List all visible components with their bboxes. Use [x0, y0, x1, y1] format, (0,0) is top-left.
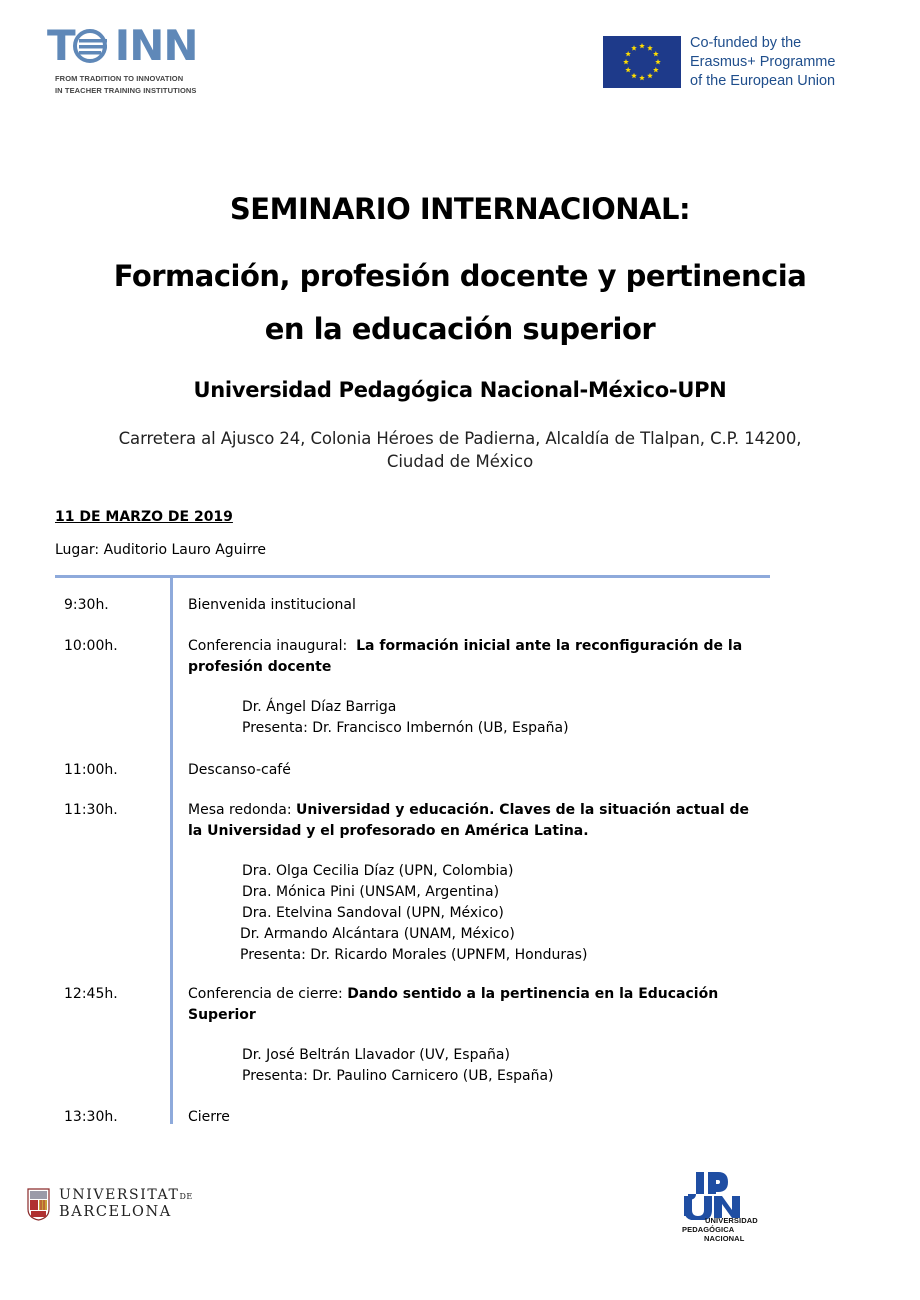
schedule-time: 11:30h.: [64, 802, 118, 818]
eu-erasmus-logo: [603, 34, 863, 88]
eu-star-icon: [639, 75, 645, 80]
eu-star-icon: [653, 51, 659, 56]
schedule-item-title: La formación inicial ante la reconfiguración de la: [356, 638, 743, 654]
schedule-item-title-cont: la Universidad y el profesorado en América Latina.: [188, 822, 589, 839]
eu-star-icon: [639, 43, 645, 48]
eu-text-line-3: of the European Union: [690, 73, 836, 89]
schedule-item-title: Dando sentido a la pertinencia en la Educación: [347, 986, 719, 1002]
eu-star-icon: [625, 51, 631, 56]
schedule-item: [188, 984, 718, 1025]
eu-star-icon: [631, 45, 637, 50]
ub-text-line-2: BARCELONA: [59, 1204, 172, 1220]
eu-star-icon: [625, 67, 631, 72]
schedule-item-label: Conferencia inaugural:: [188, 638, 357, 654]
upn-mark-icon: [682, 1170, 742, 1220]
schedule-item-title-cont: Superior: [188, 1006, 256, 1023]
speaker: Dra. Olga Cecilia Díaz (UPN, Colombia): [242, 863, 514, 879]
seminar-heading: SEMINARIO INTERNACIONAL:: [229, 192, 691, 226]
eu-text-line-2: Erasmus+ Programme: [690, 54, 836, 70]
schedule-time: 13:30h.: [64, 1109, 118, 1125]
schedule-time: 9:30h.: [64, 597, 109, 613]
schedule-item: Bienvenida institucional: [188, 597, 356, 613]
seminar-title-line-1: Formación, profesión docente y pertinencia: [113, 259, 807, 293]
schedule-time: 11:00h.: [64, 762, 118, 778]
schedule-item-label: Conferencia de cierre:: [188, 986, 348, 1002]
schedule-item: Cierre: [188, 1109, 230, 1125]
eu-star-icon: [623, 59, 629, 64]
schedule-item-title-cont: profesión docente: [188, 658, 332, 675]
eu-star-icon: [653, 67, 659, 72]
schedule-item: [188, 800, 749, 841]
upn-text-line-2: PEDAGÓGICA: [682, 1225, 735, 1234]
universitat-barcelona-logo: [27, 1185, 193, 1225]
event-venue: Lugar: Auditorio Lauro Aguirre: [55, 542, 267, 558]
event-date: 11 DE MARZO DE 2019: [55, 509, 233, 525]
eu-text-line-1: Co-funded by the: [690, 35, 802, 51]
toinn-o-icon: [73, 29, 107, 63]
university-subtitle: Universidad Pedagógica Nacional-México-UPN: [193, 378, 727, 402]
eu-star-icon: [647, 73, 653, 78]
toinn-wordmark: T INN: [47, 21, 198, 70]
speaker: Dr. Armando Alcántara (UNAM, México): [240, 926, 515, 942]
schedule-time: 12:45h.: [64, 986, 118, 1002]
presenter: Presenta: Dr. Ricardo Morales (UPNFM, Honduras): [240, 947, 588, 963]
presenter: Presenta: Dr. Paulino Carnicero (UB, España): [242, 1068, 554, 1084]
schedule-item: Descanso-café: [188, 762, 291, 778]
presenter: Presenta: Dr. Francisco Imbernón (UB, España): [242, 720, 569, 736]
ub-seal-icon: [27, 1187, 50, 1221]
seminar-title-line-2: en la educación superior: [264, 312, 656, 346]
upn-text-line-3: NACIONAL: [704, 1234, 745, 1243]
address-line-1: Carretera al Ajusco 24, Colonia Héroes de Padierna, Alcaldía de Tlalpan, C.P. 14200,: [118, 429, 802, 448]
schedule-divider: [170, 578, 173, 1124]
eu-flag-icon: [603, 36, 681, 88]
toinn-tagline-2: IN TEACHER TRAINING INSTITUTIONS: [55, 86, 197, 95]
schedule-item-title: Universidad y educación. Claves de la situación actual de: [296, 802, 750, 818]
ub-text-line-1: UNIVERSITATDE: [59, 1187, 193, 1203]
speaker: Dr. José Beltrán Llavador (UV, España): [242, 1047, 510, 1063]
eu-star-icon: [631, 73, 637, 78]
address-line-2: Ciudad de México: [386, 452, 534, 471]
schedule-top-rule: [55, 575, 770, 578]
toinn-logo: [47, 21, 217, 98]
schedule-item-label: Mesa redonda:: [188, 802, 297, 818]
toinn-tagline-1: FROM TRADITION TO INNOVATION: [55, 74, 184, 83]
upn-logo: [680, 1170, 790, 1250]
eu-star-icon: [647, 45, 653, 50]
speaker: Dr. Ángel Díaz Barriga: [242, 699, 397, 715]
schedule-time: 10:00h.: [64, 638, 118, 654]
speaker: Dra. Mónica Pini (UNSAM, Argentina): [242, 884, 500, 900]
speaker: Dra. Etelvina Sandoval (UPN, México): [242, 905, 504, 921]
eu-star-icon: [655, 59, 661, 64]
schedule-item: [188, 636, 742, 677]
upn-text-line-1: UNIVERSIDAD: [705, 1216, 758, 1225]
